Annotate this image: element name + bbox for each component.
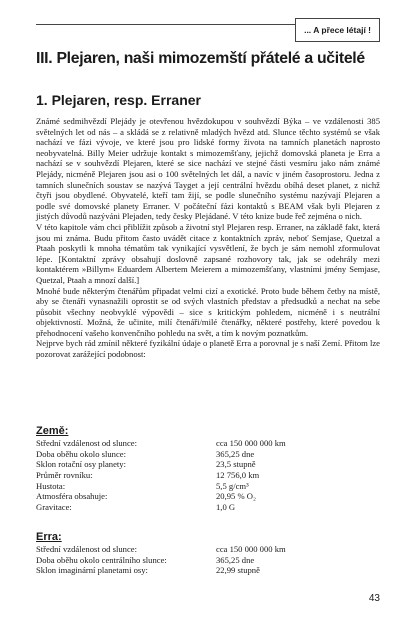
table-row <box>36 565 380 576</box>
row-value: cca 150 000 000 km <box>216 438 286 448</box>
erra-data-table <box>36 530 380 576</box>
row-label: Sklon rotační osy planety: <box>36 459 126 470</box>
row-label: Střední vzdálenost od slunce: <box>36 544 137 554</box>
table-row <box>36 481 380 492</box>
paragraph: V této kapitole vám chci přiblížit způsob a životní styl Plejaren resp. Erraner, na základě fakt, která jsou mi známa. Budu přitom často uvádět citace z kontaktních zpráv, neboť Semjase, Quetzal a Ptaah poskytli k mnoha tématům tak vynikající vysvětlení, že bych je sám nemohl zformulovat lépe. [Kontaktní zprávy obsahují doslovně zapsané rozhovory tak, jak se odehrály mezi kontaktérem »Billym« Eduardem Albertem Meierem a mimozemšťany, vlastními jmény Semjase, Quetzal, Ptaah a mnozí další.] <box>36 221 380 285</box>
running-header-label: ... A přece létají ! <box>295 18 380 42</box>
row-value: 5,5 g/cm³ <box>216 480 249 491</box>
row-label: Hustota: <box>36 480 66 491</box>
page-number: 43 <box>368 593 380 604</box>
row-label: Doba oběhu okolo slunce: <box>36 448 126 459</box>
paragraph: Nejprve bych rád zmínil některé fyzikální údaje o planetě Erra a porovnal je s naší Zemí. Přitom lze pozorovat zarážející podobnost: <box>36 338 380 360</box>
table-row <box>36 438 380 449</box>
row-value: 23,5 stupně <box>216 459 256 470</box>
row-label: Doba oběhu okolo centrálního slunce: <box>36 554 167 565</box>
table-row <box>36 544 380 555</box>
row-label: Průměr rovníku: <box>36 470 93 481</box>
table-row <box>36 449 380 460</box>
section-title: 1. Plejaren, resp. Erraner <box>36 92 201 108</box>
body-text <box>36 116 380 360</box>
row-label: Gravitace: <box>36 502 72 513</box>
table-row <box>36 491 380 502</box>
erra-heading: Erra: <box>36 531 62 543</box>
table-row <box>36 470 380 481</box>
chapter-title: III. Plejaren, naši mimozemští přátelé a učitelé <box>36 50 365 67</box>
earth-data-table <box>36 424 380 513</box>
row-value: 365,25 dne <box>216 554 255 565</box>
paragraph: Známé sedmihvězdí Plejády je otevřenou hvězdokupou v souhvězdí Býka – ve vzdálenosti 385 světelných let od nás – a skládá se z relativně mladých hvězd atd. Slunce těchto systémů se však nachází ve fázi vývoje, ve které jsou pro lidské formy života na tamních planetách naprosto neobyvatelná. Billy Meier udržuje kontakt s mimozemšťany, jejichž domovská planeta je Erra a nachází se v souhvězdí Plejaren, které se sice nachází ve stejné části vesmíru jako nám známé Plejády, nicméně Plejaren jsou asi o 100 světelných let dál, a navíc v jiném časoprostoru. Jedna z tamních slunečních soustav se nazývá Tayget a její centrální hvězdu obíhá deset planet, z nichž čtyři jsou obydlené. Obyvatelé, kteří tam žijí, se podle slunečního systému nazývají Plejaren a podle své domovské planety Erraner. V počáteční fázi kontaktů s BEAM však byli Plejaren z jistých důvodů nazýváni Plejaden, tedy česky Plejádané. V této knize bude řeč zejména o nich. <box>36 116 380 222</box>
earth-heading: Země: <box>36 425 69 437</box>
running-header <box>0 10 416 40</box>
table-row <box>36 502 380 513</box>
row-label: Sklon imaginární planetami osy: <box>36 565 148 576</box>
row-value: 1,0 G <box>216 502 236 513</box>
row-value: cca 150 000 000 km <box>216 544 286 554</box>
table-row <box>36 459 380 470</box>
paragraph: Mnohé bude některým čtenářům připadat velmi cizí a exotické. Proto bude během četby na místě, aby se čtenáři vynasnažili oprostit se od svých vlastních představ a předsudků a nechat na sebe působit všechny neobvyklé výpovědi – sice s kritickým pohledem, nicméně i s neutrální objektivností. Možná, že učinite, milí čtenáři/milé čtenářky, některé postřehy, které povedou k přehodnocení vašeho konvenčního pohledu na svět, a tím k novým poznatkům. <box>36 285 380 338</box>
row-label: Atmosféra obsahuje: <box>36 491 108 502</box>
row-value: 12 756,0 km <box>216 470 260 481</box>
row-value: 365,25 dne <box>216 448 255 459</box>
row-value: 20,95 % O₂ <box>216 491 256 502</box>
row-label: Střední vzdálenost od slunce: <box>36 438 137 448</box>
table-row <box>36 555 380 566</box>
row-value: 22,99 stupně <box>216 565 260 576</box>
